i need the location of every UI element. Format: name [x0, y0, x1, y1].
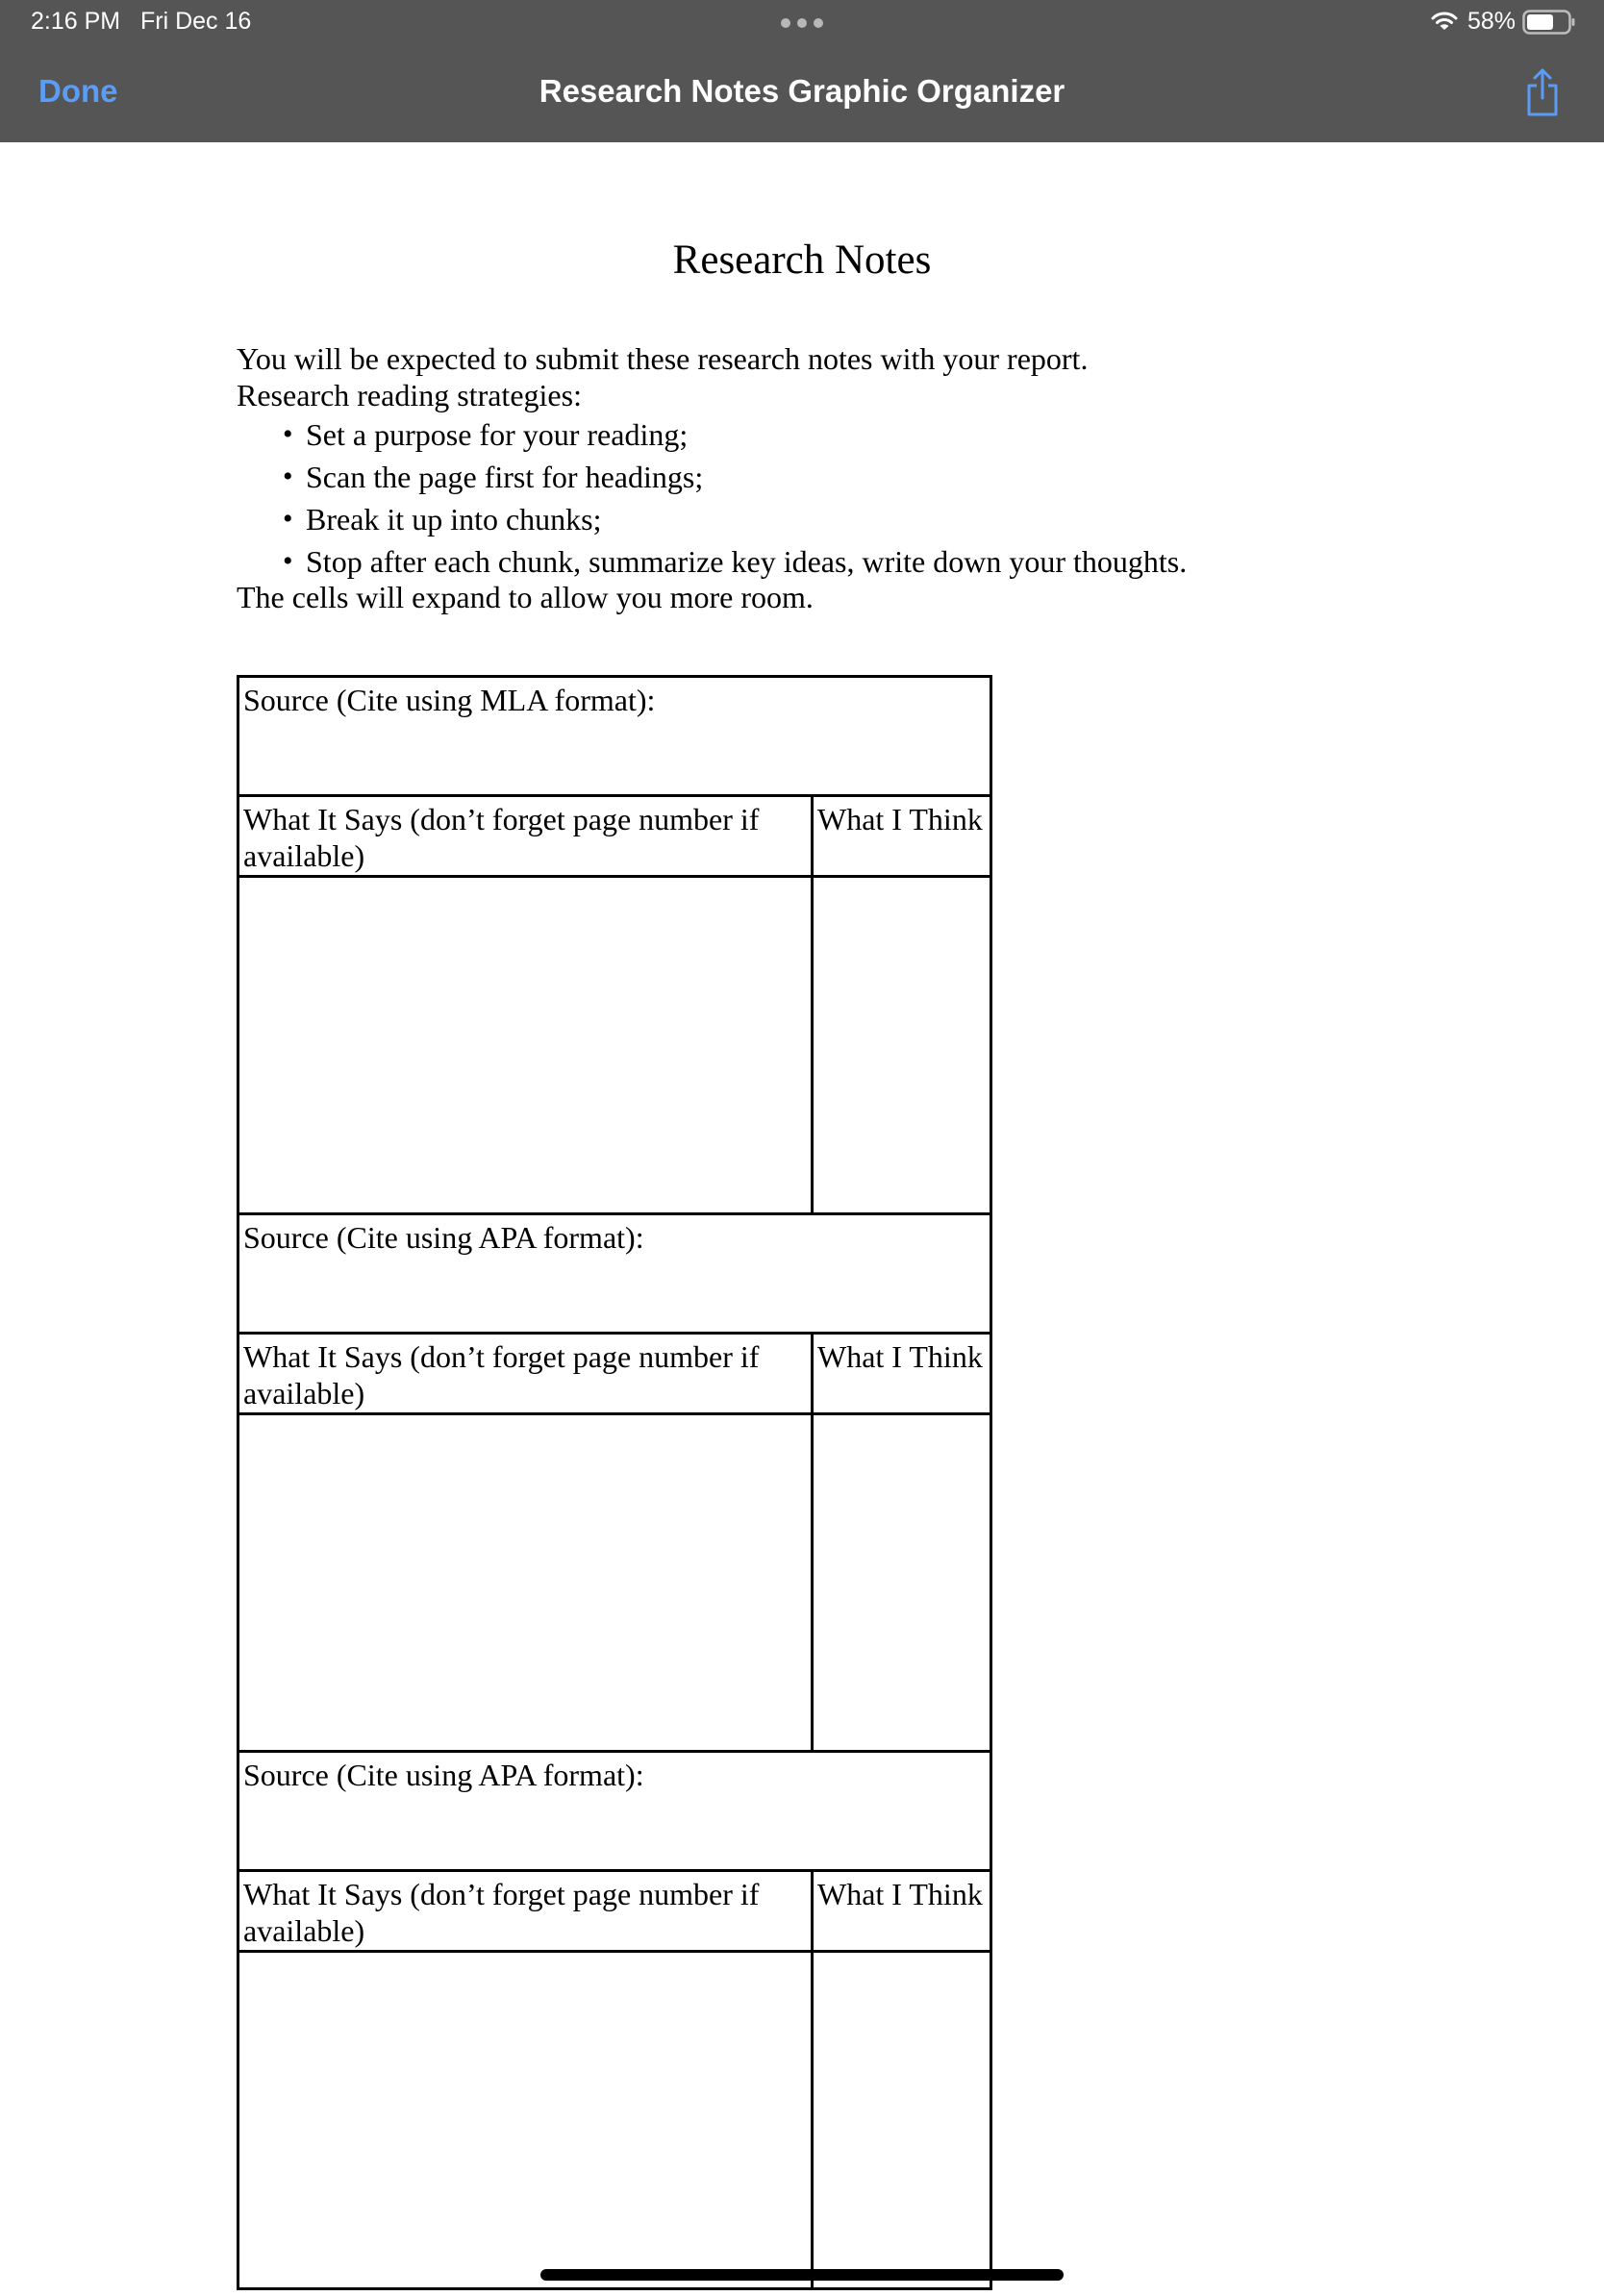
what-i-think-cell[interactable] — [813, 1414, 991, 1752]
table-row — [238, 796, 991, 877]
what-it-says-header: What It Says (don’t forget page number if available) — [238, 1871, 813, 1952]
intro-text: You will be expected to submit these research notes with your report. — [237, 341, 1089, 376]
table-row — [238, 877, 991, 1214]
bullet-icon: • — [283, 503, 293, 535]
list-item: • Set a purpose for your reading; — [237, 413, 1391, 456]
research-notes-table — [237, 675, 992, 2290]
strategies-list — [237, 413, 1391, 583]
what-i-think-header: What I Think — [813, 1334, 991, 1414]
document-title: Research Notes — [672, 237, 932, 283]
table-row — [238, 1414, 991, 1752]
status-date: Fri Dec 16 — [140, 8, 252, 35]
what-it-says-cell[interactable] — [238, 1414, 813, 1752]
bullet-icon: • — [283, 461, 293, 492]
list-item: • Scan the page first for headings; — [237, 456, 1391, 498]
strategies-heading: Research reading strategies: — [237, 378, 582, 412]
what-i-think-cell[interactable] — [813, 877, 991, 1214]
home-indicator[interactable] — [540, 2269, 1064, 2281]
bullet-icon: • — [283, 545, 293, 577]
status-time: 2:16 PM — [31, 8, 121, 35]
battery-percentage: 58% — [1467, 8, 1516, 35]
top-bar — [0, 0, 1604, 142]
bullet-icon: • — [283, 418, 293, 450]
what-i-think-header: What I Think — [813, 796, 991, 877]
more-dots-icon[interactable] — [781, 18, 823, 30]
source-cell[interactable]: Source (Cite using MLA format): — [238, 677, 991, 796]
document-intro — [237, 340, 1391, 615]
table-row — [238, 677, 991, 796]
source-cell[interactable]: Source (Cite using APA format): — [238, 1752, 991, 1871]
done-button[interactable]: Done — [38, 73, 118, 109]
table-row — [238, 1214, 991, 1334]
list-item: • Stop after each chunk, summarize key ideas, write down your thoughts. — [237, 540, 1391, 583]
what-it-says-cell[interactable] — [238, 1952, 813, 2289]
battery-icon — [1522, 10, 1576, 35]
page-title: Research Notes Graphic Organizer — [539, 73, 1065, 109]
table-row — [238, 1952, 991, 2289]
table-row — [238, 1871, 991, 1952]
wifi-icon — [1431, 11, 1458, 32]
what-i-think-cell[interactable] — [813, 1952, 991, 2289]
what-it-says-header: What It Says (don’t forget page number if available) — [238, 796, 813, 877]
what-it-says-cell[interactable] — [238, 877, 813, 1214]
list-item: • Break it up into chunks; — [237, 498, 1391, 540]
share-icon[interactable] — [1523, 67, 1562, 117]
expand-note: The cells will expand to allow you more room. — [237, 580, 814, 614]
table-row — [238, 1752, 991, 1871]
source-cell[interactable]: Source (Cite using APA format): — [238, 1214, 991, 1334]
what-i-think-header: What I Think — [813, 1871, 991, 1952]
what-it-says-header: What It Says (don’t forget page number if available) — [238, 1334, 813, 1414]
table-row — [238, 1334, 991, 1414]
